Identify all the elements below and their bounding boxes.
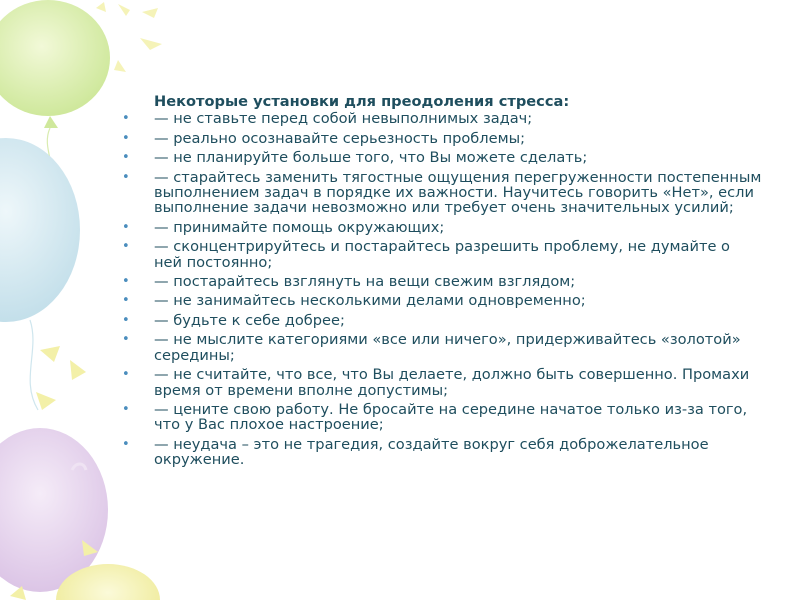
tip-list-item	[122, 131, 762, 146]
tip-list-item	[122, 402, 762, 433]
tip-list-item	[122, 367, 762, 398]
bullet-icon: •	[122, 150, 130, 166]
tip-text: — старайтесь заменить тягостные ощущения перегруженности постепенным выполнением задач в порядке их важности. Научитесь говорить «Нет», если выполнение задачи невозможно или требует очень значительных усилий;	[154, 168, 762, 217]
tip-list-item	[122, 111, 762, 126]
tip-text: — не считайте, что все, что Вы делаете, должно быть совершенно. Промахи время от времени вполне допустимы;	[154, 366, 750, 399]
bullet-icon: •	[122, 274, 130, 290]
blue-balloon-icon	[0, 138, 80, 410]
tip-list-item	[122, 332, 762, 363]
tip-list-item	[122, 437, 762, 468]
bullet-icon: •	[122, 332, 130, 348]
slide-title: Некоторые установки для преодоления стресса:	[154, 93, 570, 110]
tip-text: — цените свою работу. Не бросайте на середине начатое только из-за того, что у Вас плохое настроение;	[154, 400, 748, 434]
tip-text: — не планируйте больше того, что Вы можете сделать;	[154, 149, 588, 167]
tip-list-item	[122, 313, 762, 328]
tip-list-item	[122, 274, 762, 289]
bullet-icon: •	[122, 367, 130, 383]
bullet-icon: •	[122, 111, 130, 127]
slide-content	[122, 94, 762, 472]
tip-list-item	[122, 239, 762, 270]
tips-list	[122, 111, 762, 467]
tip-text: — не занимайтесь несколькими делами одновременно;	[154, 292, 586, 310]
tip-text: — не мыслите категориями «все или ничего», придерживайтесь «золотой» середины;	[154, 331, 741, 364]
tip-text: — сконцентрируйтесь и постарайтесь разрешить проблему, не думайте о ней постоянно;	[154, 238, 730, 271]
tip-list-item	[122, 293, 762, 308]
tip-text: — постарайтесь взглянуть на вещи свежим взглядом;	[154, 273, 576, 291]
bullet-icon: •	[122, 130, 130, 146]
tip-text: — не ставьте перед собой невыполнимых задач;	[154, 110, 533, 128]
tip-text: — будьте к себе добрее;	[154, 311, 345, 329]
bullet-icon: •	[122, 169, 130, 185]
bullet-icon: •	[122, 312, 130, 328]
tip-text: — реально осознавайте серьезность проблемы;	[154, 129, 526, 147]
yellow-rays-icon	[36, 346, 86, 410]
bullet-icon: •	[122, 436, 130, 452]
bullet-icon: •	[122, 293, 130, 309]
bullet-icon: •	[122, 219, 130, 235]
tip-list-item	[122, 170, 762, 216]
tip-text: — неудача – это не трагедия, создайте вокруг себя доброжелательное окружение.	[154, 435, 709, 469]
bullet-icon: •	[122, 401, 130, 417]
tip-list-item	[122, 220, 762, 235]
bullet-icon: •	[122, 239, 130, 255]
tip-list-item	[122, 150, 762, 165]
tip-text: — принимайте помощь окружающих;	[154, 218, 445, 236]
